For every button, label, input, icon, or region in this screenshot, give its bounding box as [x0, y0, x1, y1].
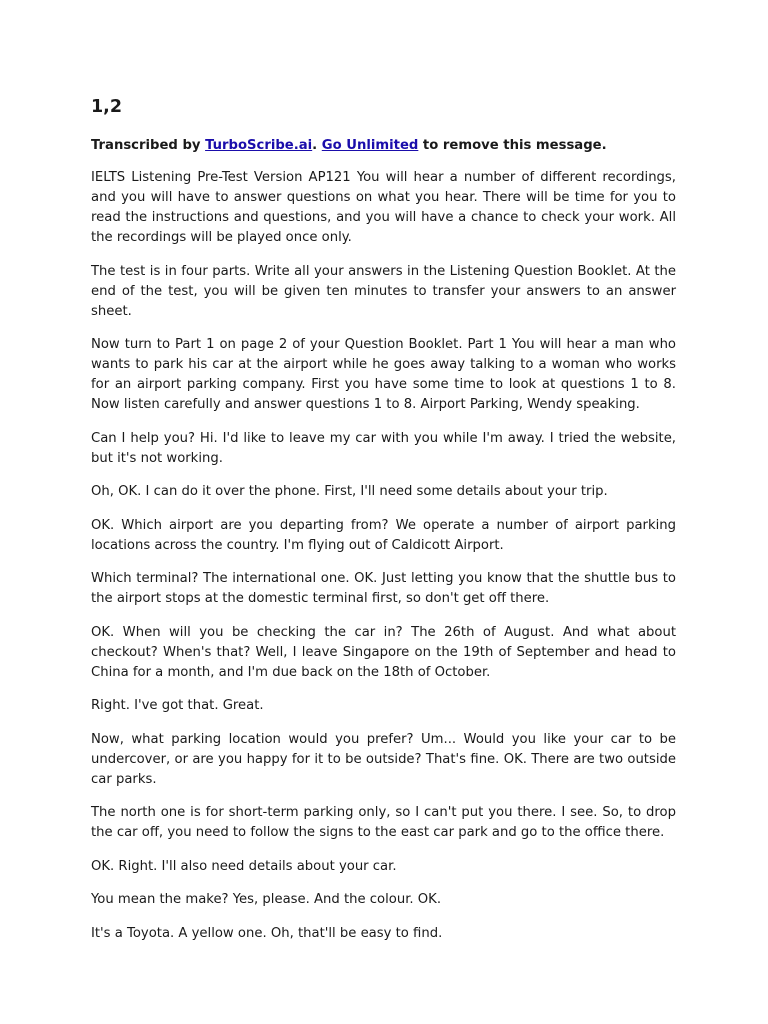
- paragraph: Now, what parking location would you prefer? Um... Would you like your car to be undercover, or are you happy for it to be outside? That's fine. OK. There are two outside car parks.: [91, 731, 676, 787]
- page-title: 1,2: [91, 97, 123, 117]
- transcription-notice: [91, 136, 676, 156]
- paragraph: OK. Which airport are you departing from? We operate a number of airport parking locations across the country. I'm flying out of Caldicott Airport.: [91, 517, 676, 553]
- paragraph: Which terminal? The international one. OK. Just letting you know that the shuttle bus to the airport stops at the domestic terminal first, so don't get off there.: [91, 571, 676, 606]
- paragraph: It's a Toyota. A yellow one. Oh, that'll be easy to find.: [91, 925, 443, 941]
- paragraph: The test is in four parts. Write all your answers in the Listening Question Booklet. At the end of the test, you will be given ten minutes to transfer your answers to an answer sheet.: [91, 263, 676, 319]
- paragraph: Now turn to Part 1 on page 2 of your Question Booklet. Part 1 You will hear a man who wants to park his car at the airport while he goes away talking to a woman who works for an airport parking company. First you have some time to look at questions 1 to 8. Now listen carefully and answer questions 1 to 8. Airport Parking, Wendy speaking.: [91, 337, 676, 412]
- paragraph: Right. I've got that. Great.: [91, 698, 264, 713]
- paragraph: Oh, OK. I can do it over the phone. First, I'll need some details about your trip.: [91, 484, 608, 499]
- notice-separator: .: [312, 138, 322, 153]
- paragraph: The north one is for short-term parking only, so I can't put you there. I see. So, to drop the car off, you need to follow the signs to the east car park and go to the office there.: [91, 805, 676, 840]
- paragraph: You mean the make? Yes, please. And the colour. OK.: [91, 892, 442, 907]
- paragraph: OK. Right. I'll also need details about your car.: [91, 858, 397, 874]
- notice-prefix: Transcribed by: [91, 138, 206, 153]
- paragraph: Can I help you? Hi. I'd like to leave my car with you while I'm away. I tried the website, but it's not working.: [91, 430, 676, 466]
- turboscribe-link[interactable]: TurboScribe.ai: [205, 138, 313, 153]
- paragraph: OK. When will you be checking the car in? The 26th of August. And what about checkout? When's that? Well, I leave Singapore on the 19th of September and head to China for a month, and I'm due back on the 18th of October.: [91, 624, 676, 680]
- paragraph: IELTS Listening Pre-Test Version AP121 You will hear a number of different recordings, and you will have to answer questions on what you hear. There will be time for you to read the instructions and questions, and you will have a chance to check your work. All the recordings will be played once only.: [91, 170, 676, 245]
- notice-suffix: to remove this message.: [418, 138, 607, 153]
- go-unlimited-link[interactable]: Go Unlimited: [321, 138, 419, 153]
